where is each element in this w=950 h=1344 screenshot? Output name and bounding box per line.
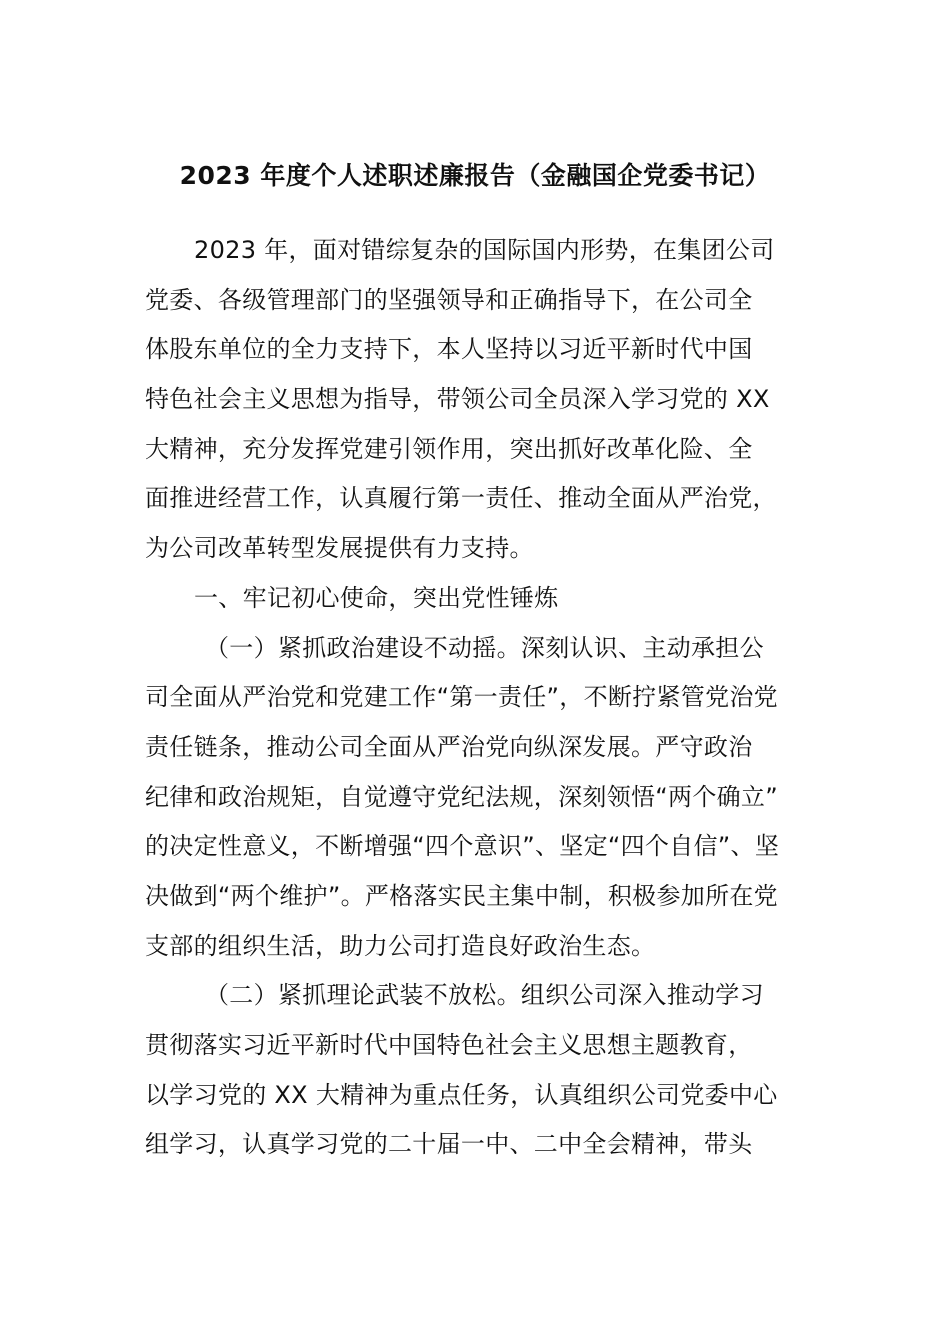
document-body (145, 226, 805, 1170)
paragraph-line: 为公司改革转型发展提供有力支持。 (145, 534, 534, 563)
paragraph-line: 体股东单位的全力支持下，本人坚持以习近平新时代中国 (145, 335, 753, 364)
document-title: 2023 年度个人述职述廉报告（金融国企党委书记） (179, 161, 771, 190)
paragraph-line: 2023 年，面对错综复杂的国际国内形势，在集团公司 (194, 236, 775, 264)
paragraph-line: 特色社会主义思想为指导，带领公司全员深入学习党的 XX (145, 385, 770, 414)
paragraph-line: 面推进经营工作，认真履行第一责任、推动全面从严治党， (145, 484, 777, 513)
paragraph-line: 大精神，充分发挥党建引领作用，突出抓好改革化险、全 (145, 434, 753, 463)
paragraph-line: 纪律和政治规矩，自觉遵守党纪法规，深刻领悟“两个确立” (145, 782, 778, 811)
section-heading: 一、牢记初心使命，突出党性锤炼 (194, 583, 559, 612)
paragraph-line: 决做到“两个维护”。严格落实民主集中制，积极参加所在党 (145, 881, 778, 910)
subsection-heading-line: （一）紧抓政治建设不动摇。深刻认识、主动承担公 (205, 633, 764, 662)
paragraph-line: 组学习，认真学习党的二十届一中、二中全会精神，带头 (145, 1130, 753, 1159)
paragraph-line: 支部的组织生活，助力公司打造良好政治生态。 (145, 931, 656, 960)
subsection-heading-line: （二）紧抓理论武装不放松。组织公司深入推动学习 (205, 981, 764, 1010)
paragraph-line: 的决定性意义，不断增强“四个意识”、坚定“四个自信”、坚 (145, 832, 780, 861)
paragraph-line: 贯彻落实习近平新时代中国特色社会主义思想主题教育， (145, 1031, 753, 1059)
paragraph-line: 责任链条，推动公司全面从严治党向纵深发展。严守政治 (145, 732, 753, 761)
paragraph-line: 党委、各级管理部门的坚强领导和正确指导下，在公司全 (145, 285, 753, 314)
paragraph-line: 以学习党的 XX 大精神为重点任务，认真组织公司党委中心 (145, 1080, 778, 1109)
paragraph-line: 司全面从严治党和党建工作“第一责任”，不断拧紧管党治党 (145, 683, 778, 712)
